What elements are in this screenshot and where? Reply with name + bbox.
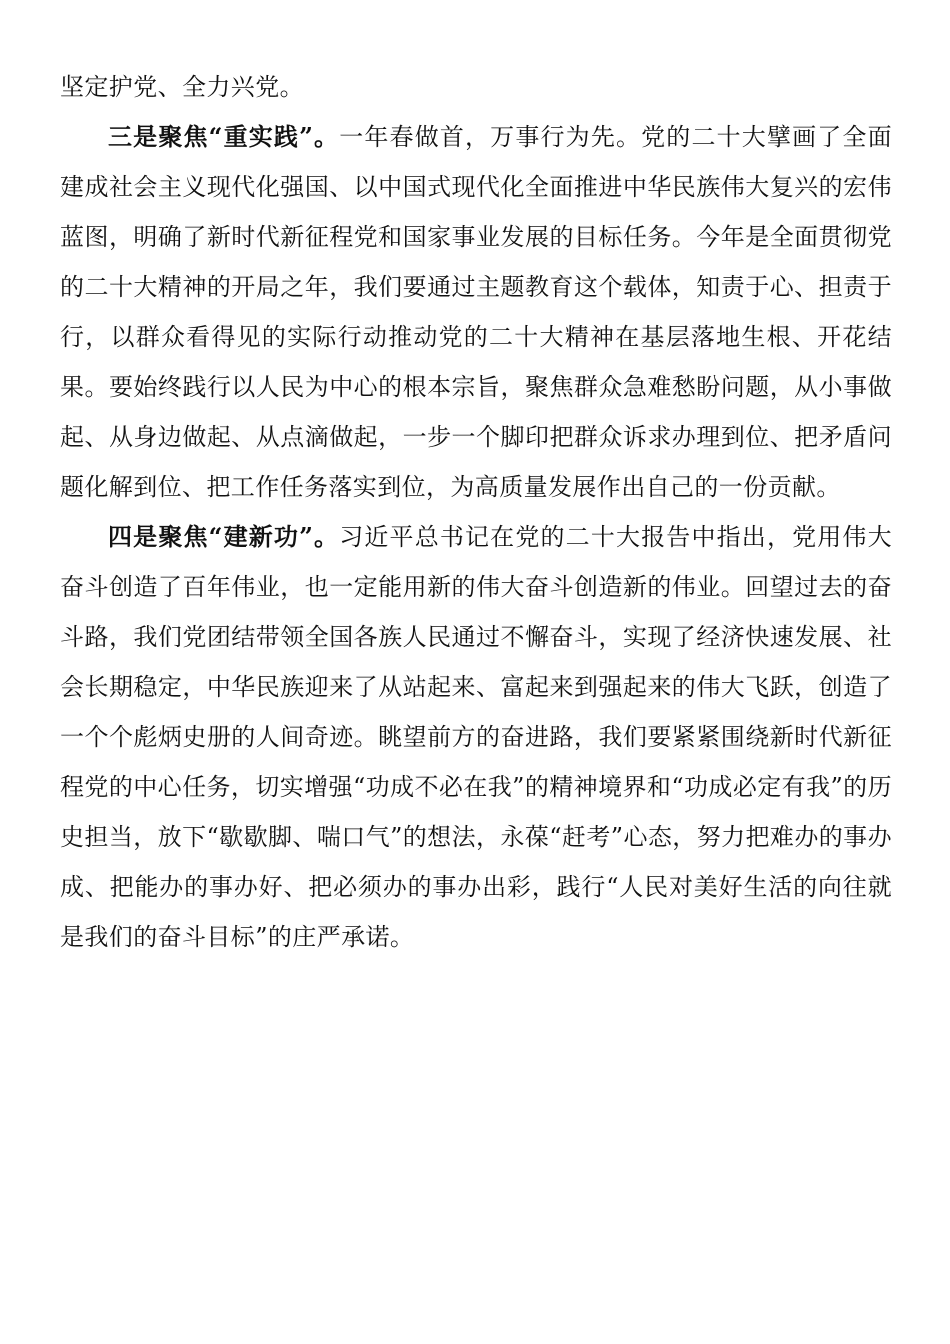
document-page (60, 62, 892, 962)
paragraph-heading: 四是聚焦“建新功”。 (108, 522, 340, 551)
paragraph-text: 一年春做首，万事行为先。党的二十大擘画了全面建成社会主义现代化强国、以中国式现代化全面推进中华民族伟大复兴的宏伟蓝图，明确了新时代新征程党和国家事业发展的目标任务。今年是全面贯彻党的二十大精神的开局之年，我们要通过主题教育这个载体，知责于心、担责于行，以群众看得见的实际行动推动党的二十大精神在基层落地生根、开花结果。要始终践行以人民为中心的根本宗旨，聚焦群众急难愁盼问题，从小事做起、从身边做起、从点滴做起，一步一个脚印把群众诉求办理到位、把矛盾问题化解到位、把工作任务落实到位，为高质量发展作出自己的一份贡献。 (60, 123, 892, 501)
paragraph-focus-new-achievement (60, 512, 892, 962)
paragraph-heading: 三是聚焦“重实践”。 (108, 122, 340, 151)
paragraph-text: 习近平总书记在党的二十大报告中指出，党用伟大奋斗创造了百年伟业，也一定能用新的伟大奋斗创造新的伟业。回望过去的奋斗路，我们党团结带领全国各族人民通过不懈奋斗，实现了经济快速发展、社会长期稳定，中华民族迎来了从站起来、富起来到强起来的伟大飞跃，创造了一个个彪炳史册的人间奇迹。眺望前方的奋进路，我们要紧紧围绕新时代新征程党的中心任务，切实增强“功成不必在我”的精神境界和“功成必定有我”的历史担当，放下“歇歇脚、喘口气”的想法，永葆“赶考”心态，努力把难办的事办成、把能办的事办好、把必须办的事办出彩，践行“人民对美好生活的向往就是我们的奋斗目标”的庄严承诺。 (60, 523, 892, 951)
paragraph-text: 坚定护党、全力兴党。 (60, 73, 304, 101)
paragraph-focus-practice (60, 112, 892, 512)
paragraph-continuation (60, 62, 892, 112)
